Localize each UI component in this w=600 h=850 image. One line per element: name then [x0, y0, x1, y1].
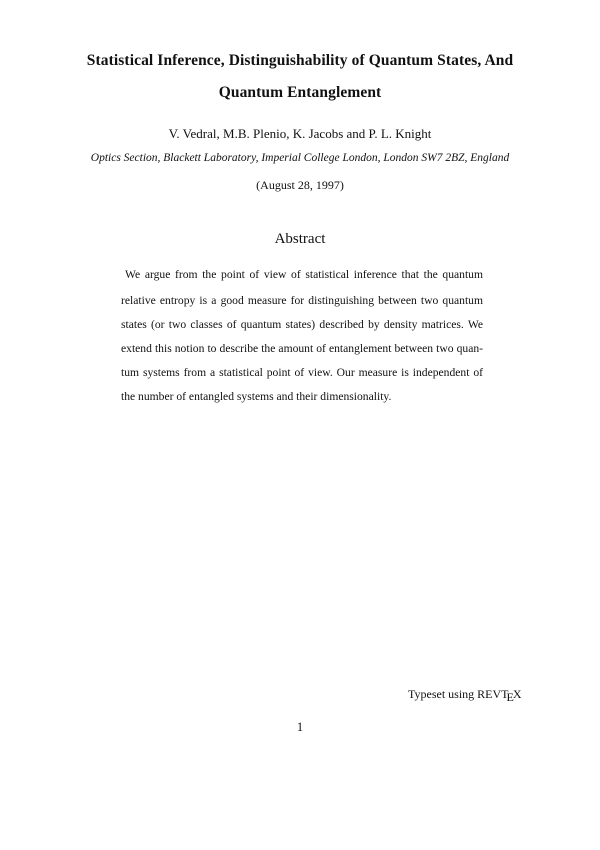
paper-title-line-2: Quantum Entanglement — [218, 84, 382, 101]
date: (August 28, 1997) — [256, 178, 344, 192]
author-list: V. Vedral, M.B. Plenio, K. Jacobs and P. L. Knight — [168, 126, 432, 141]
typeset-note — [408, 687, 522, 702]
paper-title-line-1: Statistical Inference, Distinguishability of Quantum States, And — [86, 52, 514, 69]
abstract-line: We argue from the point of view of statistical inference that the quantum — [125, 268, 483, 281]
abstract-heading: Abstract — [274, 231, 326, 247]
abstract-line: extend this notion to describe the amount of entanglement between two quan- — [121, 342, 483, 355]
abstract-line: the number of entangled systems and their dimensionality. — [121, 390, 392, 403]
typeset-prefix: Typeset using REVT — [408, 687, 509, 701]
page-number: 1 — [296, 720, 304, 734]
abstract-line: states (or two classes of quantum states) described by density matrices. We — [121, 318, 483, 331]
tex-x-glyph: X — [512, 687, 522, 701]
abstract-line: relative entropy is a good measure for distinguishing between two quantum — [121, 294, 483, 307]
abstract-line: tum systems from a statistical point of view. Our measure is independent of — [121, 366, 483, 379]
tex-e-glyph: E — [506, 690, 514, 704]
affiliation: Optics Section, Blackett Laboratory, Imperial College London, London SW7 2BZ, England — [90, 152, 510, 164]
